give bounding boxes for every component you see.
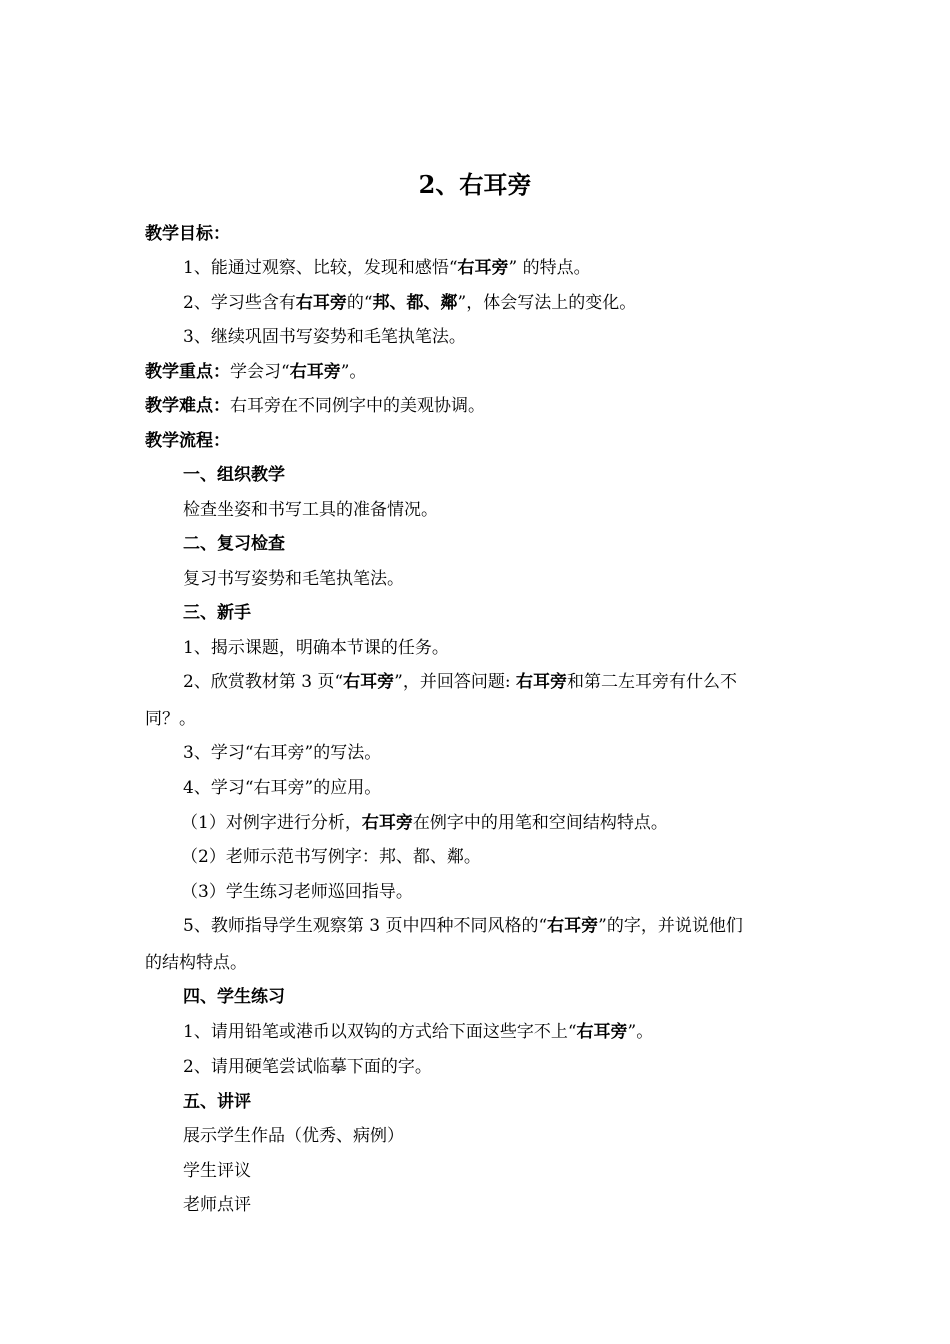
section-5-line-2: 学生评议 [183, 1161, 251, 1181]
section-heading-2: 二、复习检查 [183, 534, 285, 554]
step-4-2: 2、请用硬笔尝试临摹下面的字。 [183, 1057, 432, 1077]
document-title: 2、右耳旁 [418, 170, 532, 199]
step-3-4-2: （2）老师示范书写例字：邦、都、鄰。 [181, 847, 481, 867]
step-3-2-continued: 同？。 [145, 709, 196, 729]
section-2-text: 复习书写姿势和毛笔执笔法。 [183, 569, 404, 589]
process-label: 教学流程： [145, 431, 230, 451]
goal-2: 2、学习些含有右耳旁的“邦、都、鄰”，体会写法上的变化。 [183, 293, 637, 313]
step-4-1: 1、请用铅笔或港币以双钩的方式给下面这些字不上“右耳旁”。 [183, 1022, 654, 1042]
step-3-4-1: （1）对例字进行分析，右耳旁在例字中的用笔和空间结构特点。 [181, 813, 668, 833]
section-heading-5: 五、讲评 [183, 1092, 251, 1112]
section-5-line-3: 老师点评 [183, 1195, 251, 1215]
step-3-4: 4、学习“右耳旁”的应用。 [183, 778, 382, 798]
section-heading-3: 三、新手 [183, 603, 251, 623]
step-3-2: 2、欣赏教材第 3 页“右耳旁”，并回答问题: 右耳旁和第二左耳旁有什么不 [183, 672, 737, 692]
step-3-4-3: （3）学生练习老师巡回指导。 [181, 882, 413, 902]
step-3-1: 1、揭示课题，明确本节课的任务。 [183, 638, 449, 658]
difficulty: 教学难点：右耳旁在不同例字中的美观协调。 [145, 396, 485, 416]
goals-label: 教学目标： [145, 224, 230, 244]
section-heading-1: 一、组织教学 [183, 465, 285, 485]
goal-1: 1、能通过观察、比较，发现和感悟“右耳旁” 的特点。 [183, 258, 591, 278]
key-point: 教学重点：学会习“右耳旁”。 [145, 362, 367, 382]
step-3-5-continued: 的结构特点。 [145, 953, 247, 973]
step-3-5: 5、教师指导学生观察第 3 页中四种不同风格的“右耳旁”的字，并说说他们 [183, 916, 743, 936]
goal-3: 3、继续巩固书写姿势和毛笔执笔法。 [183, 327, 466, 347]
section-5-line-1: 展示学生作品（优秀、病例） [183, 1126, 404, 1146]
section-heading-4: 四、学生练习 [183, 987, 285, 1007]
section-1-text: 检查坐姿和书写工具的准备情况。 [183, 500, 438, 520]
step-3-3: 3、学习“右耳旁”的写法。 [183, 743, 382, 763]
